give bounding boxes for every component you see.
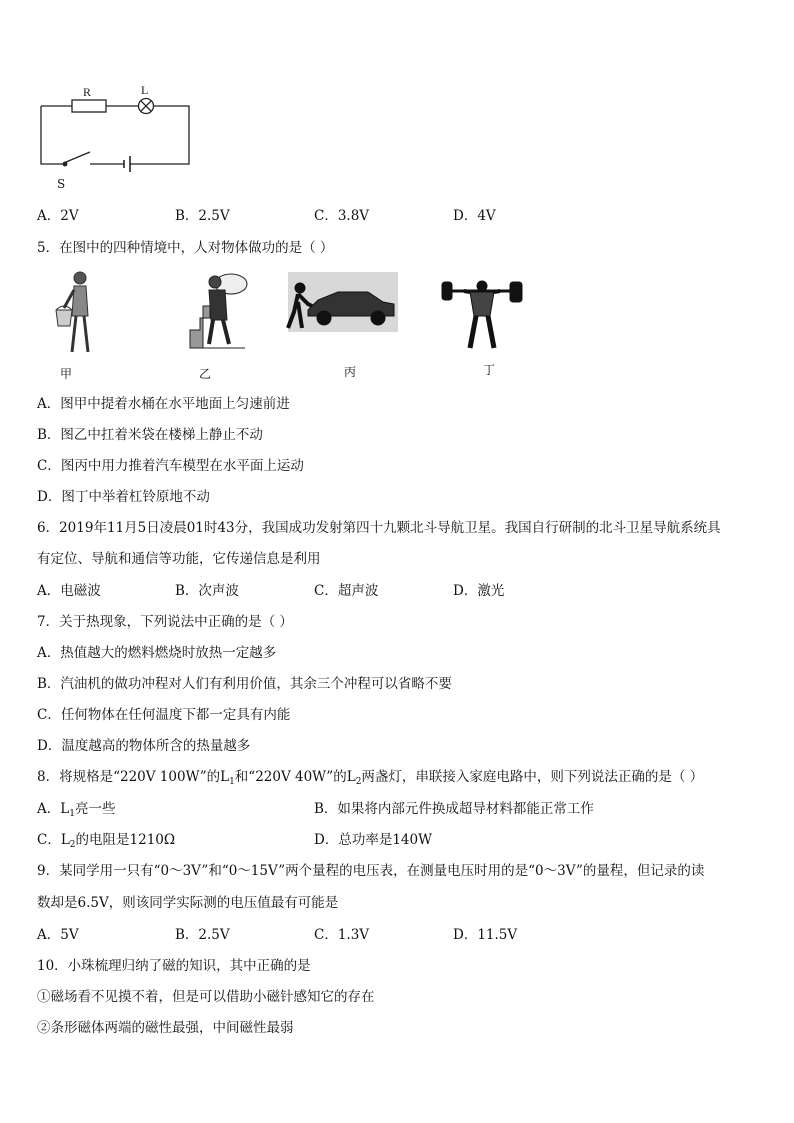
q9-option-c: C．1.3V <box>314 927 370 943</box>
q4-option-a: A．2V <box>37 208 79 224</box>
q7-option-b: B．汽油机的做功冲程对人们有利用价值，其余三个冲程可以省略不要 <box>37 676 452 692</box>
q8-stem-part-c: 两盏灯，串联接入家庭电路中，则下列说法正确的是（ ） <box>361 769 704 785</box>
q8-option-a: A．$L_1$亮一些 <box>37 801 116 819</box>
q8-stem-sub-2: 2 <box>355 777 362 787</box>
q6-option-d: D．激光 <box>453 583 505 599</box>
q5-option-a: A．图甲中提着水桶在水平地面上匀速前进 <box>37 396 290 412</box>
q5-stem: 5．在图中的四种情境中，人对物体做功的是（ ） <box>37 240 334 256</box>
q8-stem-sub-1: 1 <box>229 777 235 787</box>
resistor-symbol <box>72 100 106 112</box>
q7-stem: 7．关于热现象，下列说法中正确的是（ ） <box>37 614 293 630</box>
q8-stem-part-a: 8．将规格是“220V 100W”的L <box>37 769 230 785</box>
circuit-wire-right <box>130 106 189 164</box>
battery-symbol <box>124 156 130 172</box>
resistor-label: R <box>83 85 92 99</box>
figure-label-jia: 甲 <box>60 367 73 381</box>
q7-option-a: A．热值越大的燃料燃烧时放热一定越多 <box>37 645 277 661</box>
figure-label-yi: 乙 <box>199 367 212 381</box>
q9-option-d: D．11.5V <box>453 927 518 943</box>
q6-option-a: A．电磁波 <box>37 583 101 599</box>
q8-option-c: C．$L_2$的电阻是1210Ω <box>37 832 176 850</box>
q4-option-c: C．3.8V <box>314 208 370 224</box>
q8-option-d: D．总功率是140W <box>314 832 432 848</box>
q10-item-1: ①磁场看不见摸不着，但是可以借助小磁针感知它的存在 <box>37 989 375 1005</box>
q6-stem-line2: 有定位、导航和通信等功能，它传递信息是利用 <box>37 551 321 567</box>
q4-option-d: D．4V <box>453 208 496 224</box>
q9-stem-line1: 9．某同学用一只有“0～3V”和“0～15V”两个量程的电压表，在测量电压时用的是“0～3V”的量程，但记录的读 <box>37 863 705 879</box>
q9-option-b: B．2.5V <box>175 927 230 943</box>
q7-option-c: C．任何物体在任何温度下都一定具有内能 <box>37 707 291 723</box>
q10-item-2: ②条形磁体两端的磁性最强，中间磁性最弱 <box>37 1020 294 1036</box>
q7-option-d: D．温度越高的物体所含的热量越多 <box>37 738 251 754</box>
q5-option-b: B．图乙中扛着米袋在楼梯上静止不动 <box>37 427 263 443</box>
q9-option-a: A．5V <box>37 927 79 943</box>
q8-stem-part-b: 和“220V 40W”的L <box>234 769 356 785</box>
q6-option-b: B．次声波 <box>175 583 239 599</box>
figure-label-bing: 丙 <box>344 365 357 379</box>
q5-option-c: C．图丙中用力推着汽车模型在水平面上运动 <box>37 458 304 474</box>
q8-stem <box>37 768 703 791</box>
figure-jia-bucket <box>48 268 108 358</box>
q6-option-c: C．超声波 <box>314 583 379 599</box>
figure-yi-sack-stairs <box>185 270 255 350</box>
q6-stem-line1: 6．2019年11月5日凌晨01时43分，我国成功发射第四十九颗北斗导航卫星。我国自行研制的北斗卫星导航系统具 <box>37 520 721 536</box>
figure-bing-push-car <box>288 272 398 332</box>
q4-option-b: B．2.5V <box>175 208 230 224</box>
lamp-label: L <box>141 83 149 97</box>
switch-label: S <box>57 177 66 191</box>
q5-option-d: D．图丁中举着杠铃原地不动 <box>37 489 210 505</box>
switch-pivot <box>63 162 67 166</box>
switch-blade <box>66 152 90 162</box>
q10-stem: 10．小珠梳理归纳了磁的知识，其中正确的是 <box>37 958 311 974</box>
circuit-wire-left <box>41 106 63 164</box>
figure-label-ding: 丁 <box>483 363 496 377</box>
q8-option-b: B．如果将内部元件换成超导材料都能正常工作 <box>314 801 594 817</box>
q9-stem-line2: 数却是6.5V，则该同学实际测的电压值最有可能是 <box>37 895 339 911</box>
figure-ding-weightlifter <box>440 274 524 354</box>
circuit-diagram <box>30 84 230 184</box>
